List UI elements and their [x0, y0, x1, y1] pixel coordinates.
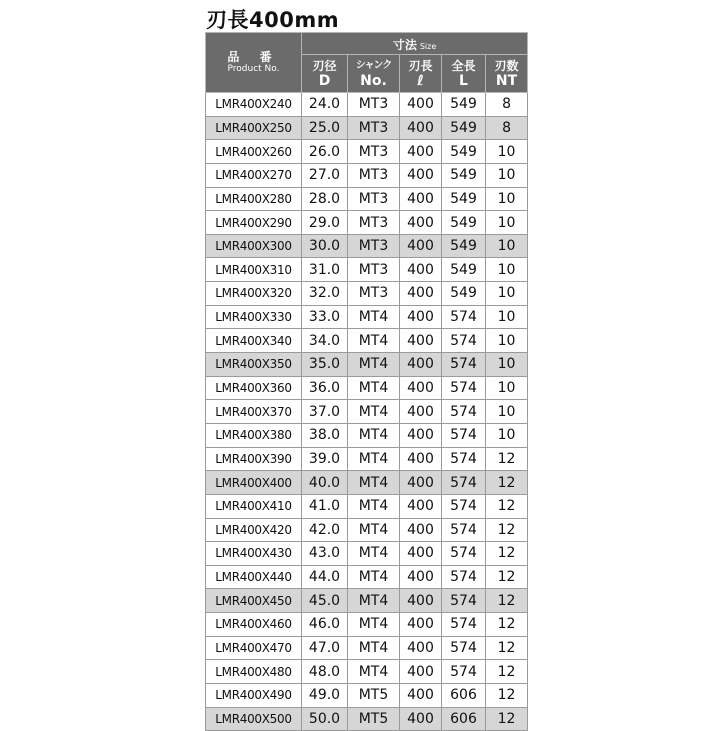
total-length-cell: 549	[442, 234, 486, 258]
product-no-cell: LMR400X430	[206, 542, 302, 566]
flutes-cell: 12	[486, 660, 528, 684]
table-row	[206, 211, 528, 235]
product-no-cell: LMR400X360	[206, 376, 302, 400]
table-row	[206, 234, 528, 258]
table-row	[206, 329, 528, 353]
flutes-cell: 10	[486, 187, 528, 211]
spec-table-header	[206, 33, 528, 93]
diameter-cell: 34.0	[302, 329, 348, 353]
total-length-cell: 549	[442, 140, 486, 164]
diameter-cell: 31.0	[302, 258, 348, 282]
shank-cell: MT4	[348, 494, 400, 518]
shank-cell: MT4	[348, 423, 400, 447]
flutes-cell: 12	[486, 542, 528, 566]
shank-cell: MT3	[348, 258, 400, 282]
diameter-header-latin: D	[318, 72, 331, 89]
blade-length-cell: 400	[400, 163, 442, 187]
shank-cell: MT4	[348, 636, 400, 660]
blade-length-cell: 400	[400, 423, 442, 447]
shank-cell: MT3	[348, 282, 400, 306]
table-row	[206, 589, 528, 613]
shank-cell: MT4	[348, 542, 400, 566]
flutes-cell: 10	[486, 282, 528, 306]
flutes-cell: 10	[486, 305, 528, 329]
blade-length-cell: 400	[400, 305, 442, 329]
total-length-cell: 574	[442, 494, 486, 518]
blade-length-cell: 400	[400, 589, 442, 613]
flutes-header	[486, 55, 528, 93]
diameter-cell: 36.0	[302, 376, 348, 400]
table-row	[206, 116, 528, 140]
blade-length-cell: 400	[400, 116, 442, 140]
flutes-cell: 12	[486, 494, 528, 518]
flutes-cell: 10	[486, 400, 528, 424]
table-row	[206, 400, 528, 424]
flutes-cell: 12	[486, 684, 528, 708]
blade-length-header-latin: ℓ	[417, 72, 424, 89]
blade-length-cell: 400	[400, 211, 442, 235]
table-row	[206, 376, 528, 400]
diameter-cell: 25.0	[302, 116, 348, 140]
flutes-cell: 10	[486, 258, 528, 282]
shank-header-latin: No.	[360, 73, 387, 89]
diameter-cell: 40.0	[302, 471, 348, 495]
total-length-cell: 574	[442, 376, 486, 400]
blade-length-header	[400, 55, 442, 93]
flutes-cell: 10	[486, 140, 528, 164]
size-header-jp: 寸法	[392, 38, 417, 52]
blade-length-cell: 400	[400, 353, 442, 377]
blade-length-cell: 400	[400, 636, 442, 660]
diameter-cell: 44.0	[302, 565, 348, 589]
product-no-cell: LMR400X450	[206, 589, 302, 613]
blade-length-cell: 400	[400, 187, 442, 211]
product-no-cell: LMR400X440	[206, 565, 302, 589]
blade-length-cell: 400	[400, 518, 442, 542]
blade-length-cell: 400	[400, 282, 442, 306]
diameter-cell: 32.0	[302, 282, 348, 306]
product-no-cell: LMR400X380	[206, 423, 302, 447]
diameter-cell: 39.0	[302, 447, 348, 471]
product-no-cell: LMR400X420	[206, 518, 302, 542]
flutes-cell: 12	[486, 565, 528, 589]
product-no-cell: LMR400X410	[206, 494, 302, 518]
blade-length-cell: 400	[400, 329, 442, 353]
diameter-cell: 24.0	[302, 93, 348, 117]
flutes-cell: 12	[486, 613, 528, 637]
total-length-cell: 574	[442, 613, 486, 637]
table-row	[206, 282, 528, 306]
product-no-cell: LMR400X500	[206, 707, 302, 731]
flutes-cell: 12	[486, 707, 528, 731]
diameter-cell: 41.0	[302, 494, 348, 518]
blade-length-cell: 400	[400, 707, 442, 731]
total-length-cell: 574	[442, 447, 486, 471]
product-no-cell: LMR400X320	[206, 282, 302, 306]
total-length-header-latin: L	[459, 72, 468, 89]
shank-cell: MT4	[348, 518, 400, 542]
size-header-en: Size	[419, 42, 437, 51]
total-length-cell: 574	[442, 400, 486, 424]
table-row	[206, 613, 528, 637]
table-row	[206, 187, 528, 211]
total-length-cell: 606	[442, 684, 486, 708]
page-title: 刃長400mm	[206, 8, 340, 32]
shank-cell: MT4	[348, 305, 400, 329]
table-row	[206, 258, 528, 282]
table-row	[206, 447, 528, 471]
total-length-cell: 574	[442, 353, 486, 377]
shank-cell: MT4	[348, 471, 400, 495]
spec-table	[205, 32, 528, 731]
blade-length-cell: 400	[400, 613, 442, 637]
total-length-cell: 549	[442, 93, 486, 117]
diameter-cell: 28.0	[302, 187, 348, 211]
blade-length-cell: 400	[400, 471, 442, 495]
table-row	[206, 423, 528, 447]
flutes-cell: 12	[486, 589, 528, 613]
shank-cell: MT4	[348, 376, 400, 400]
diameter-cell: 46.0	[302, 613, 348, 637]
diameter-cell: 29.0	[302, 211, 348, 235]
product-no-cell: LMR400X390	[206, 447, 302, 471]
blade-length-cell: 400	[400, 660, 442, 684]
blade-length-cell: 400	[400, 140, 442, 164]
table-row	[206, 636, 528, 660]
product-no-cell: LMR400X400	[206, 471, 302, 495]
diameter-cell: 37.0	[302, 400, 348, 424]
table-row	[206, 305, 528, 329]
total-length-cell: 549	[442, 116, 486, 140]
total-length-header-jp: 全長	[451, 58, 476, 73]
shank-cell: MT4	[348, 400, 400, 424]
blade-length-cell: 400	[400, 542, 442, 566]
shank-cell: MT4	[348, 613, 400, 637]
diameter-cell: 42.0	[302, 518, 348, 542]
table-row	[206, 163, 528, 187]
product-no-header-jp: 品 番	[227, 50, 280, 64]
product-no-cell: LMR400X330	[206, 305, 302, 329]
total-length-cell: 574	[442, 423, 486, 447]
flutes-cell: 8	[486, 93, 528, 117]
shank-cell: MT4	[348, 589, 400, 613]
diameter-header-jp: 刃径	[312, 58, 337, 73]
shank-cell: MT4	[348, 660, 400, 684]
product-no-header-en: Product No.	[227, 64, 280, 74]
table-row	[206, 353, 528, 377]
table-row	[206, 93, 528, 117]
shank-cell: MT3	[348, 116, 400, 140]
size-header	[302, 33, 528, 55]
shank-cell: MT4	[348, 565, 400, 589]
blade-length-cell: 400	[400, 684, 442, 708]
total-length-cell: 574	[442, 329, 486, 353]
product-no-cell: LMR400X250	[206, 116, 302, 140]
shank-cell: MT4	[348, 329, 400, 353]
diameter-header	[302, 55, 348, 93]
flutes-cell: 10	[486, 329, 528, 353]
product-no-cell: LMR400X490	[206, 684, 302, 708]
flutes-cell: 12	[486, 447, 528, 471]
blade-length-cell: 400	[400, 494, 442, 518]
blade-length-cell: 400	[400, 93, 442, 117]
diameter-cell: 33.0	[302, 305, 348, 329]
shank-cell: MT3	[348, 140, 400, 164]
total-length-cell: 574	[442, 565, 486, 589]
product-no-cell: LMR400X460	[206, 613, 302, 637]
diameter-cell: 43.0	[302, 542, 348, 566]
diameter-cell: 50.0	[302, 707, 348, 731]
flutes-cell: 10	[486, 353, 528, 377]
blade-length-cell: 400	[400, 234, 442, 258]
flutes-cell: 12	[486, 518, 528, 542]
product-no-cell: LMR400X370	[206, 400, 302, 424]
diameter-cell: 27.0	[302, 163, 348, 187]
flutes-cell: 8	[486, 116, 528, 140]
total-length-cell: 549	[442, 258, 486, 282]
product-no-cell: LMR400X350	[206, 353, 302, 377]
total-length-cell: 549	[442, 187, 486, 211]
shank-cell: MT5	[348, 684, 400, 708]
table-row	[206, 140, 528, 164]
flutes-cell: 10	[486, 423, 528, 447]
diameter-cell: 49.0	[302, 684, 348, 708]
flutes-cell: 12	[486, 636, 528, 660]
flutes-cell: 12	[486, 471, 528, 495]
total-length-cell: 574	[442, 636, 486, 660]
flutes-cell: 10	[486, 376, 528, 400]
flutes-cell: 10	[486, 234, 528, 258]
product-no-cell: LMR400X270	[206, 163, 302, 187]
total-length-cell: 574	[442, 660, 486, 684]
product-no-cell: LMR400X480	[206, 660, 302, 684]
product-no-cell: LMR400X290	[206, 211, 302, 235]
product-no-cell: LMR400X260	[206, 140, 302, 164]
total-length-cell: 606	[442, 707, 486, 731]
shank-cell: MT5	[348, 707, 400, 731]
flutes-header-latin: NT	[495, 72, 518, 89]
table-row	[206, 471, 528, 495]
flutes-header-jp: 刃数	[494, 58, 519, 73]
diameter-cell: 35.0	[302, 353, 348, 377]
table-row	[206, 518, 528, 542]
total-length-cell: 574	[442, 471, 486, 495]
total-length-cell: 549	[442, 211, 486, 235]
diameter-cell: 47.0	[302, 636, 348, 660]
product-no-cell: LMR400X310	[206, 258, 302, 282]
blade-length-cell: 400	[400, 400, 442, 424]
blade-length-header-jp: 刃長	[408, 58, 433, 73]
blade-length-cell: 400	[400, 258, 442, 282]
blade-length-cell: 400	[400, 376, 442, 400]
diameter-cell: 45.0	[302, 589, 348, 613]
total-length-cell: 574	[442, 589, 486, 613]
table-row	[206, 565, 528, 589]
shank-cell: MT3	[348, 93, 400, 117]
total-length-cell: 549	[442, 282, 486, 306]
product-no-cell: LMR400X340	[206, 329, 302, 353]
table-row	[206, 684, 528, 708]
blade-length-cell: 400	[400, 565, 442, 589]
flutes-cell: 10	[486, 211, 528, 235]
shank-cell: MT3	[348, 211, 400, 235]
diameter-cell: 26.0	[302, 140, 348, 164]
table-row	[206, 494, 528, 518]
table-row	[206, 542, 528, 566]
product-no-cell: LMR400X300	[206, 234, 302, 258]
shank-cell: MT3	[348, 163, 400, 187]
total-length-cell: 549	[442, 163, 486, 187]
shank-cell: MT4	[348, 353, 400, 377]
spec-table-body	[206, 93, 528, 731]
product-no-cell: LMR400X470	[206, 636, 302, 660]
flutes-cell: 10	[486, 163, 528, 187]
product-no-cell: LMR400X280	[206, 187, 302, 211]
total-length-cell: 574	[442, 542, 486, 566]
diameter-cell: 48.0	[302, 660, 348, 684]
shank-cell: MT4	[348, 447, 400, 471]
shank-header	[348, 55, 400, 93]
blade-length-cell: 400	[400, 447, 442, 471]
table-row	[206, 707, 528, 731]
diameter-cell: 30.0	[302, 234, 348, 258]
total-length-cell: 574	[442, 305, 486, 329]
diameter-cell: 38.0	[302, 423, 348, 447]
shank-header-jp: シャンク	[355, 60, 392, 71]
table-row	[206, 660, 528, 684]
shank-cell: MT3	[348, 187, 400, 211]
shank-cell: MT3	[348, 234, 400, 258]
total-length-header	[442, 55, 486, 93]
total-length-cell: 574	[442, 518, 486, 542]
product-no-header	[206, 33, 302, 93]
product-no-cell: LMR400X240	[206, 93, 302, 117]
